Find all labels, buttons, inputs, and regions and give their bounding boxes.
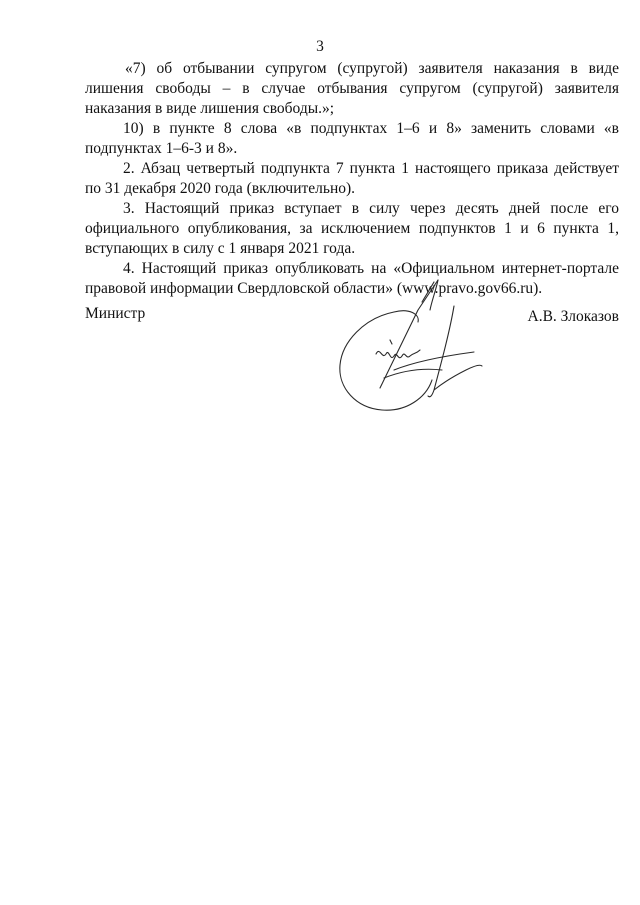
paragraph-amendment-10: 10) в пункте 8 слова «в подпунктах 1–6 и 8» заменить словами «в подпунктах 1–6-3 и 8». [85, 120, 619, 157]
paragraph-amendment-7: «7) об отбывании супругом (супругой) заявителя наказания в виде лишения свободы – в случае отбывания супругом (супругой) заявителя наказания в виде лишения свободы.»; [85, 60, 619, 117]
paragraph-clause-3: 3. Настоящий приказ вступает в силу через десять дней после его официального опубликования, за исключением подпунктов 1 и 6 пункта 1, вступающих в силу с 1 января 2021 года. [85, 200, 619, 257]
signer-name: А.В. Злоказов [527, 308, 619, 325]
document-body [85, 59, 619, 299]
paragraph-clause-2: 2. Абзац четвертый подпункта 7 пункта 1 настоящего приказа действует по 31 декабря 2020 года (включительно). [85, 160, 619, 197]
paragraph-clause-4: 4. Настоящий приказ опубликовать на «Официальном интернет-портале правовой информации Свердловской области» (www.pravo.gov66.ru). [85, 260, 619, 297]
page-number: 3 [316, 38, 324, 55]
handwritten-signature-image [334, 270, 484, 415]
signer-role: Министр [85, 305, 146, 322]
